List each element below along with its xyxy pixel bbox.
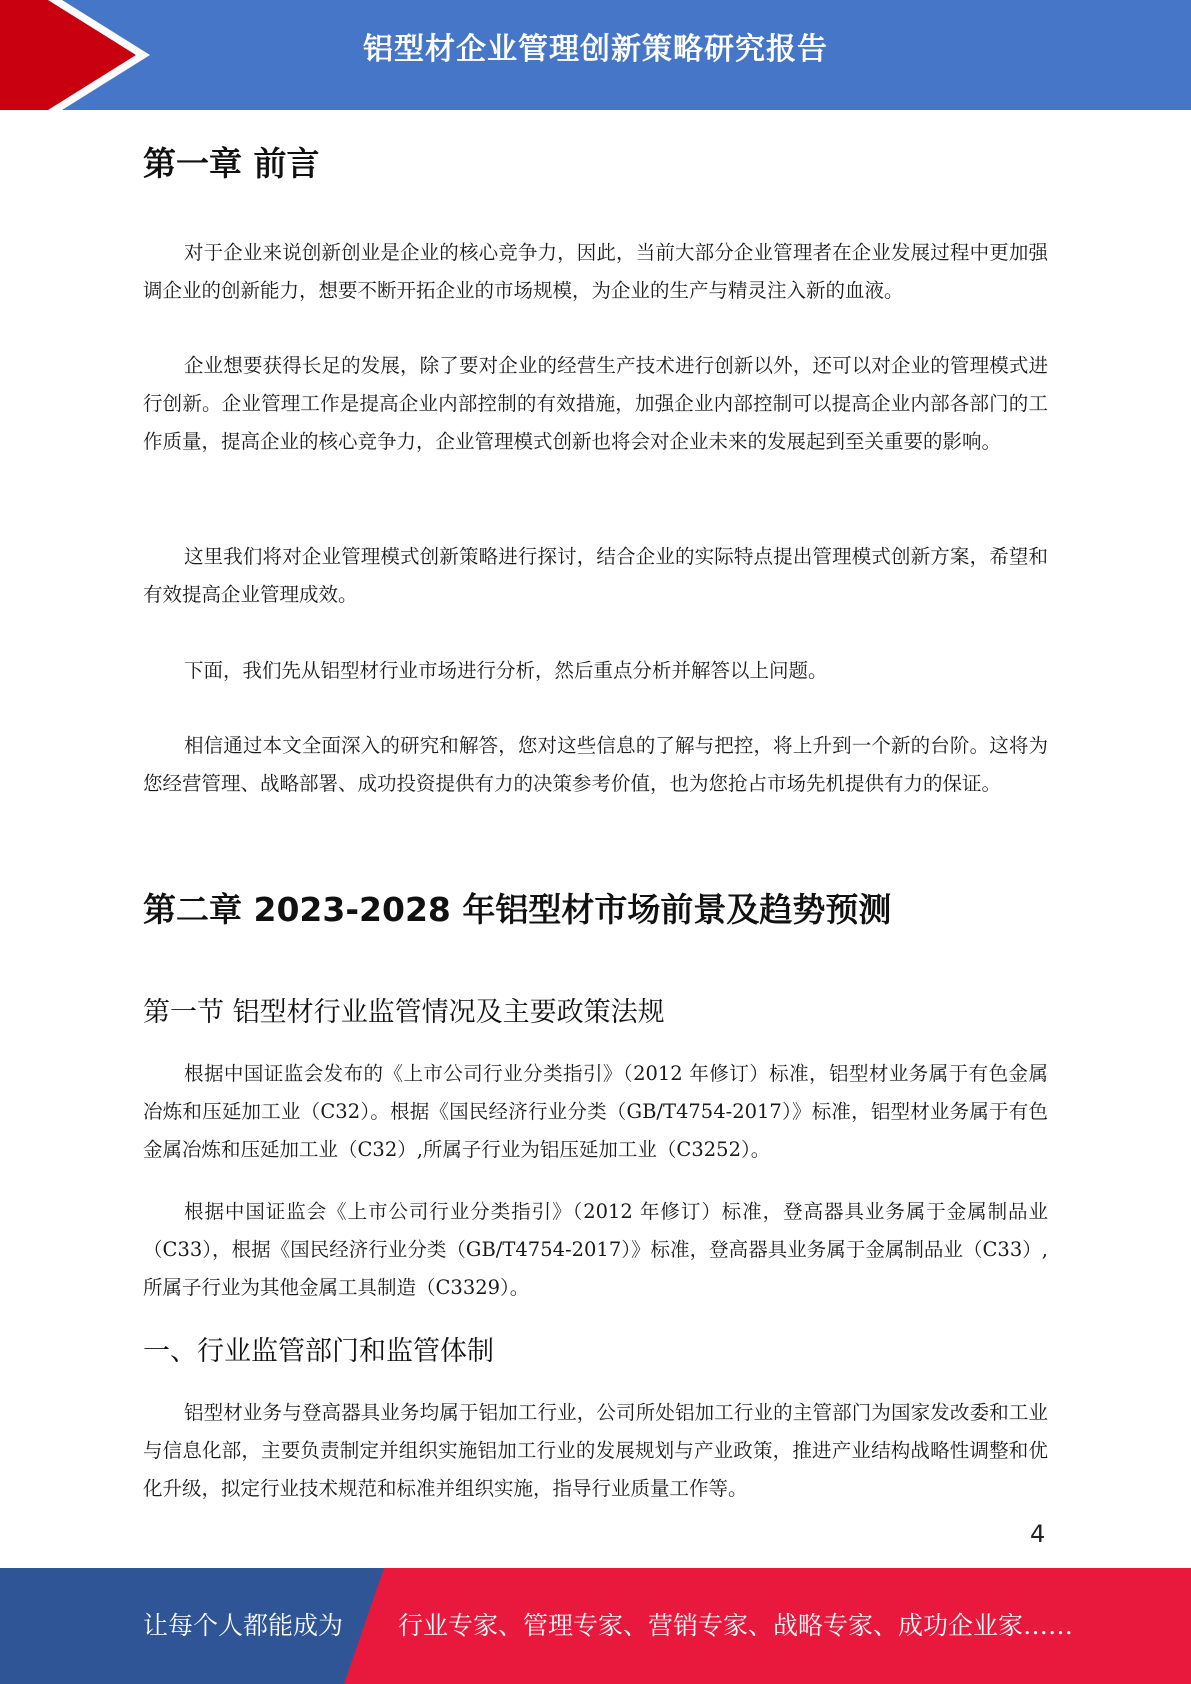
subsection-1-title: 一、行业监管部门和监管体制 bbox=[143, 1336, 494, 1367]
section-1-paragraph-2: 根据中国证监会《上市公司行业分类指引》（2012 年修订）标准，登高器具业务属于金属制品业（C33），根据《国民经济行业分类（GB/T4754-2017）》标准，登高器具业务属于金属制品业（C33）,所属子行业为其他金属工具制造（C3329）。 bbox=[143, 1200, 1048, 1299]
page-footer bbox=[0, 1568, 1191, 1684]
subsection-1-paragraph-1: 铝型材业务与登高器具业务均属于铝加工行业，公司所处铝加工行业的主管部门为国家发改委和工业与信息化部，主要负责制定并组织实施铝加工行业的发展规划与产业政策，推进产业结构战略性调整和优化升级，拟定行业技术规范和标准并组织实施，指导行业质量工作等。 bbox=[143, 1401, 1048, 1500]
footer-slogan-right: 行业专家、管理专家、营销专家、战略专家、成功企业家…… bbox=[398, 1611, 1074, 1640]
header-title: 铝型材企业管理创新策略研究报告 bbox=[363, 32, 828, 67]
page-number: 4 bbox=[1030, 1520, 1046, 1548]
chapter-1-title: 第一章 前言 bbox=[143, 144, 320, 183]
page-header bbox=[0, 0, 1191, 110]
chapter-1-paragraph-4: 下面，我们先从铝型材行业市场进行分析，然后重点分析并解答以上问题。 bbox=[184, 659, 828, 682]
chapter-1-paragraph-1: 对于企业来说创新创业是企业的核心竞争力，因此，当前大部分企业管理者在企业发展过程中更加强调企业的创新能力，想要不断开拓企业的市场规模，为企业的生产与精灵注入新的血液。 bbox=[143, 241, 1048, 302]
chapter-1-paragraph-2: 企业想要获得长足的发展，除了要对企业的经营生产技术进行创新以外，还可以对企业的管理模式进行创新。企业管理工作是提高企业内部控制的有效措施，加强企业内部控制可以提高企业内部各部门的工作质量，提高企业的核心竞争力，企业管理模式创新也将会对企业未来的发展起到至关重要的影响。 bbox=[143, 354, 1048, 453]
footer-slogan-left: 让每个人都能成为 bbox=[143, 1611, 344, 1640]
chapter-1-paragraph-5: 相信通过本文全面深入的研究和解答，您对这些信息的了解与把控，将上升到一个新的台阶。这将为您经营管理、战略部署、成功投资提供有力的决策参考价值，也为您抢占市场先机提供有力的保证。 bbox=[143, 734, 1048, 795]
section-1-paragraph-1: 根据中国证监会发布的《上市公司行业分类指引》（2012 年修订）标准，铝型材业务属于有色金属冶炼和压延加工业（C32）。根据《国民经济行业分类（GB/T4754-2017）》标准，铝型材业务属于有色金属冶炼和压延加工业（C32）,所属子行业为铝压延加工业（C3252）。 bbox=[143, 1062, 1048, 1161]
chapter-1-paragraph-3: 这里我们将对企业管理模式创新策略进行探讨，结合企业的实际特点提出管理模式创新方案，希望和有效提高企业管理成效。 bbox=[143, 545, 1048, 606]
section-1-title: 第一节 铝型材行业监管情况及主要政策法规 bbox=[143, 997, 665, 1028]
chapter-2-title: 第二章 2023-2028 年铝型材市场前景及趋势预测 bbox=[143, 890, 892, 929]
